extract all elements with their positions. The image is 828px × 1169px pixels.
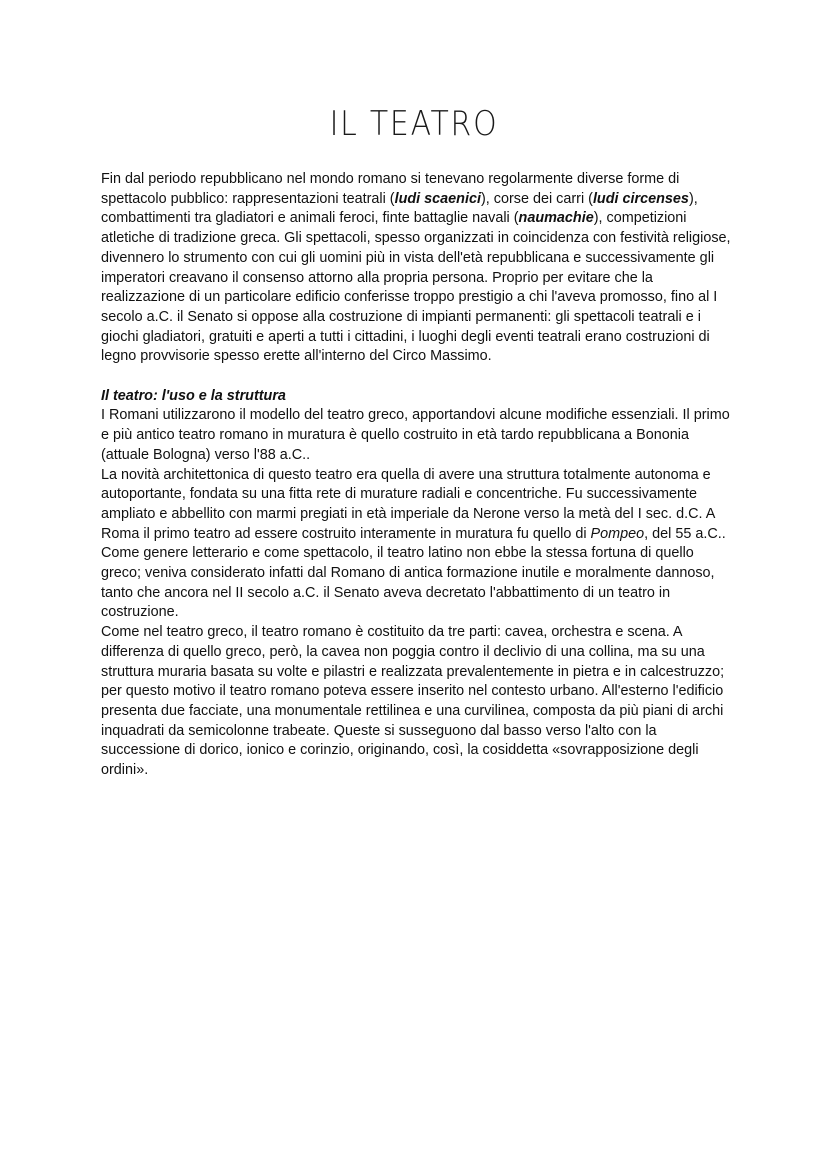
paragraph-bononia: I Romani utilizzarono il modello del teatro greco, apportandovi alcune modifiche essenziali. Il primo e più antico teatro romano in muratura è quello costruito in età tardo repubblicana a Bononia (attuale Bologna) verso l'88 a.C.. bbox=[101, 407, 730, 463]
intro-paragraph bbox=[101, 170, 731, 367]
paragraph-spacer bbox=[101, 367, 731, 387]
section-heading: Il teatro: l'uso e la struttura bbox=[101, 387, 286, 404]
term-pompeo: Pompeo bbox=[590, 525, 645, 542]
intro-text-4: ), competizioni atletiche di tradizione greca. Gli spettacoli, spesso organizzati in coincidenza con festività religiose, divennero lo strumento con cui gli uomini più in vista dell'età repubblicana e successivamente gli imperatori creavano il consenso attorno alla propria persona. Proprio per evitare che la realizzazione di un particolare edificio conferisse troppo prestigio a chi l'aveva promosso, fino al I secolo a.C. il Senato si oppose alla costruzione di impianti permanenti: gli spettacoli teatrali e i giochi gladiatori, gratuiti e aperti a tutti i cittadini, i luoghi degli eventi teatrali erano costruzioni di legno provvisorie spesso erette all'interno del Circo Massimo. bbox=[101, 210, 731, 365]
paragraph-architecture bbox=[101, 466, 731, 545]
term-ludi-circenses: ludi circenses bbox=[592, 190, 689, 207]
term-naumachie: naumachie bbox=[518, 210, 594, 227]
term-ludi-scaenici: ludi scaenici bbox=[394, 190, 481, 207]
intro-text-1: Fin dal periodo repubblicano nel mondo romano si tenevano regolarmente diverse forme di spettacolo pubblico: rappresentazioni teatrali ( bbox=[101, 171, 680, 207]
intro-text-3: ), combattimenti tra gladiatori e animali feroci, finte battaglie navali ( bbox=[101, 190, 698, 227]
paragraph-structure: Come nel teatro greco, il teatro romano è costituito da tre parti: cavea, orchestra e scena. A differenza di quello greco, però, la cavea non poggia contro il declivio di una collina, ma su una struttura muraria basata su volte e pilastri e realizzata prevalentemente in pietra e in calcestruzzo; per questo motivo il teatro romano poteva essere inserito nel contesto urbano. All'esterno l'edificio presenta due facciate, una monumentale rettilinea e una curvilinea, composta da più piani di archi inquadrati da semicolonne trabeate. Queste si susseguono dal basso verso l'alto con la successione di dorico, ionico e corinzio, originando, così, la cosiddetta «sovrapposizione degli ordini». bbox=[101, 624, 725, 779]
paragraph-literary-genre: Come genere letterario e come spettacolo, il teatro latino non ebbe la stessa fortuna di quello greco; veniva considerato infatti dal Romano di antica formazione inutile e moralmente dannoso, tanto che ancora nel II secolo a.C. il Senato aveva decretato l'abbattimento di un teatro in costruzione. bbox=[101, 545, 715, 621]
document-body bbox=[101, 170, 731, 781]
architecture-text-1: La novità architettonica di questo teatro era quella di avere una struttura totalmente autonoma e autoportante, fondata su una fitta rete di murature radiali e concentriche. Fu successivamente ampliato e abbellito con marmi pregiati in età imperiale da Nerone verso la metà del I sec. d.C. A Roma il primo teatro ad essere costruito interamente in muratura fu quello di bbox=[101, 466, 715, 542]
intro-text-2: ), corse dei carri ( bbox=[480, 190, 593, 207]
page-title: IL TEATRO bbox=[329, 104, 499, 144]
architecture-text-2: , del 55 a.C.. bbox=[644, 525, 726, 542]
